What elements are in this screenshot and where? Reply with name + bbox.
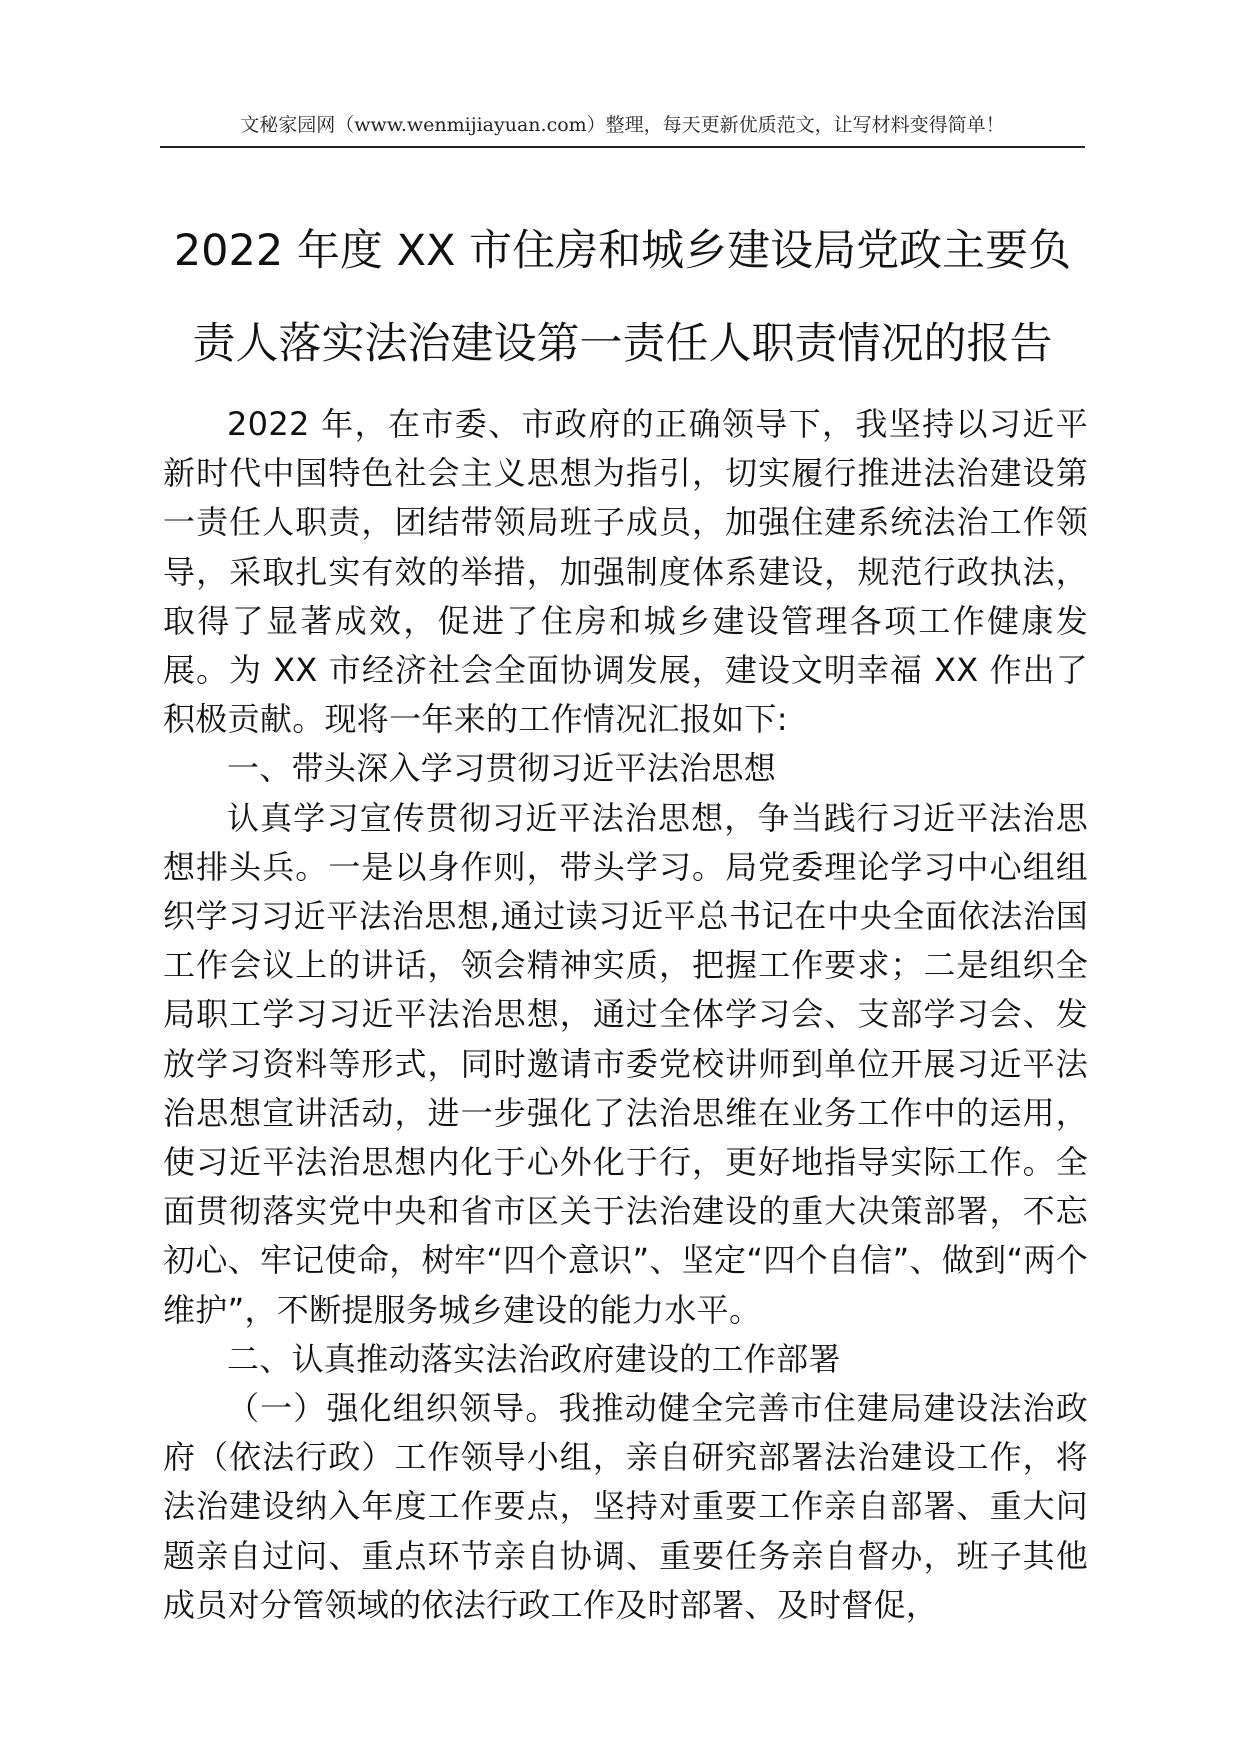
document-body bbox=[163, 400, 1088, 1630]
section-2-heading: 二、认真推动落实法治政府建设的工作部署 bbox=[227, 1339, 841, 1378]
section-1-heading: 一、带头深入学习贯彻习近平法治思想 bbox=[227, 749, 777, 788]
section-1-paragraph: 认真学习宣传贯彻习近平法治思想，争当践行习近平法治思想排头兵。一是以身作则，带头学习。局党委理论学习中心组组织学习习近平法治思想,通过读习近平总书记在中央全面依法治国工作会议上的讲话，领会精神实质，把握工作要求；二是组织全局职工学习习近平法治思想，通过全体学习会、支部学习会、发放学习资料等形式，同时邀请市委党校讲师到单位开展习近平法治思想宣讲活动，进一步强化了法治思维在业务工作中的运用，使习近平法治思想内化于心外化于行，更好地指导实际工作。全面贯彻落实党中央和省市区关于法治建设的重大决策部署，不忘初心、牢记使命，树牢“四个意识”、坚定“四个自信”、做到“两个维护”，不断提服务城乡建设的能力水平。 bbox=[163, 798, 1088, 1329]
header-divider bbox=[160, 146, 1085, 148]
title-line-2: 责人落实法治建设第一责任人职责情况的报告 bbox=[192, 319, 1053, 369]
page-header-source: 文秘家园网（www.wenmijiayuan.com）整理，每天更新优质范文，让写材料变得简单！ bbox=[240, 114, 1005, 136]
document-title bbox=[150, 205, 1095, 391]
title-line-1: 2022 年度 XX 市住房和城乡建设局党政主要负 bbox=[173, 226, 1072, 276]
intro-paragraph: 2022 年，在市委、市政府的正确领导下，我坚持以习近平新时代中国特色社会主义思想为指引，切实履行推进法治建设第一责任人职责，团结带领局班子成员，加强住建系统法治工作领导，采取扎实有效的举措，加强制度体系建设，规范行政执法，取得了显著成效，促进了住房和城乡建设管理各项工作健康发展。为 XX 市经济社会全面协调发展，建设文明幸福 XX 作出了积极贡献。现将一年来的工作情况汇报如下: bbox=[163, 405, 1088, 739]
section-2-paragraph: （一）强化组织领导。我推动健全完善市住建局建设法治政府（依法行政）工作领导小组，亲自研究部署法治建设工作，将法治建设纳入年度工作要点，坚持对重要工作亲自部署、重大问题亲自过问、重点环节亲自协调、重要任务亲自督办，班子其他成员对分管领域的依法行政工作及时部署、及时督促， bbox=[163, 1389, 1088, 1624]
